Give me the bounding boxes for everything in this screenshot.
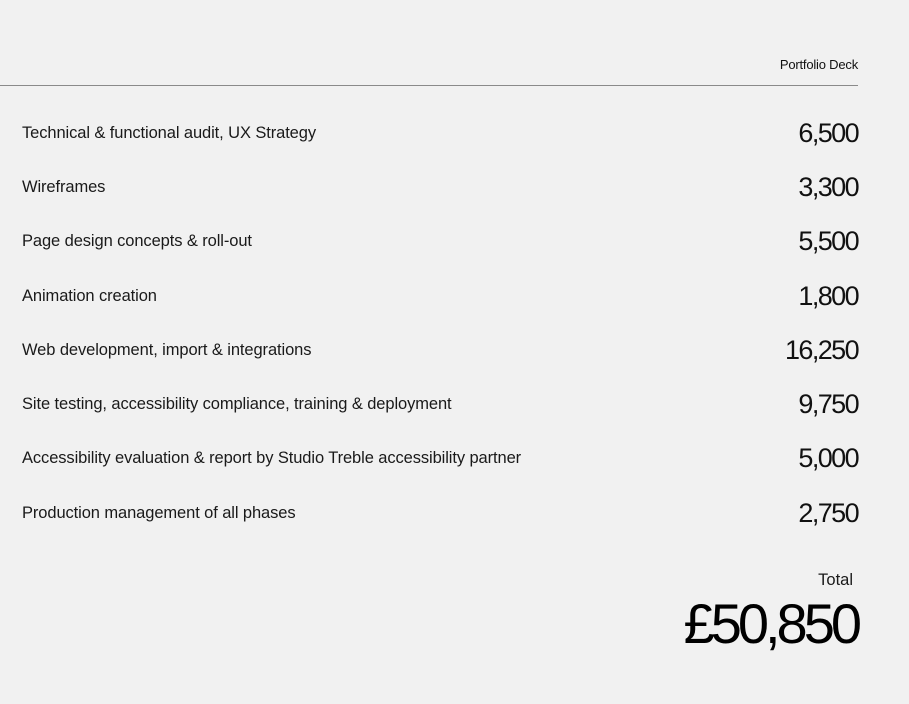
line-item-label: Animation creation: [22, 286, 157, 305]
cost-breakdown-list: [22, 106, 858, 540]
line-item-label: Page design concepts & roll-out: [22, 232, 252, 251]
line-item-amount: 2,750: [798, 497, 858, 528]
cost-line-item: [22, 160, 858, 214]
total-amount: £50,850: [683, 592, 858, 655]
cost-line-item: [22, 486, 858, 540]
total-label: Total: [818, 571, 853, 589]
line-item-amount: 1,800: [798, 280, 858, 311]
line-item-label: Web development, import & integrations: [22, 340, 312, 359]
header-divider: [0, 85, 858, 86]
line-item-amount: 3,300: [798, 171, 858, 202]
line-item-amount: 5,000: [798, 443, 858, 474]
line-item-amount: 9,750: [798, 389, 858, 420]
line-item-label: Accessibility evaluation & report by Studio Treble accessibility partner: [22, 449, 522, 468]
cost-line-item: [22, 377, 858, 431]
cost-line-item: [22, 432, 858, 486]
cost-line-item: [22, 269, 858, 323]
line-item-label: Site testing, accessibility compliance, training & deployment: [22, 395, 452, 414]
line-item-label: Technical & functional audit, UX Strategy: [22, 123, 316, 142]
cost-line-item: [22, 323, 858, 377]
line-item-amount: 16,250: [785, 334, 858, 365]
line-item-label: Wireframes: [22, 177, 106, 196]
line-item-amount: 6,500: [798, 117, 858, 148]
line-item-amount: 5,500: [798, 226, 858, 257]
line-item-label: Production management of all phases: [22, 503, 296, 522]
cost-line-item: [22, 215, 858, 269]
document-title: Portfolio Deck: [779, 57, 858, 72]
cost-line-item: [22, 106, 858, 160]
